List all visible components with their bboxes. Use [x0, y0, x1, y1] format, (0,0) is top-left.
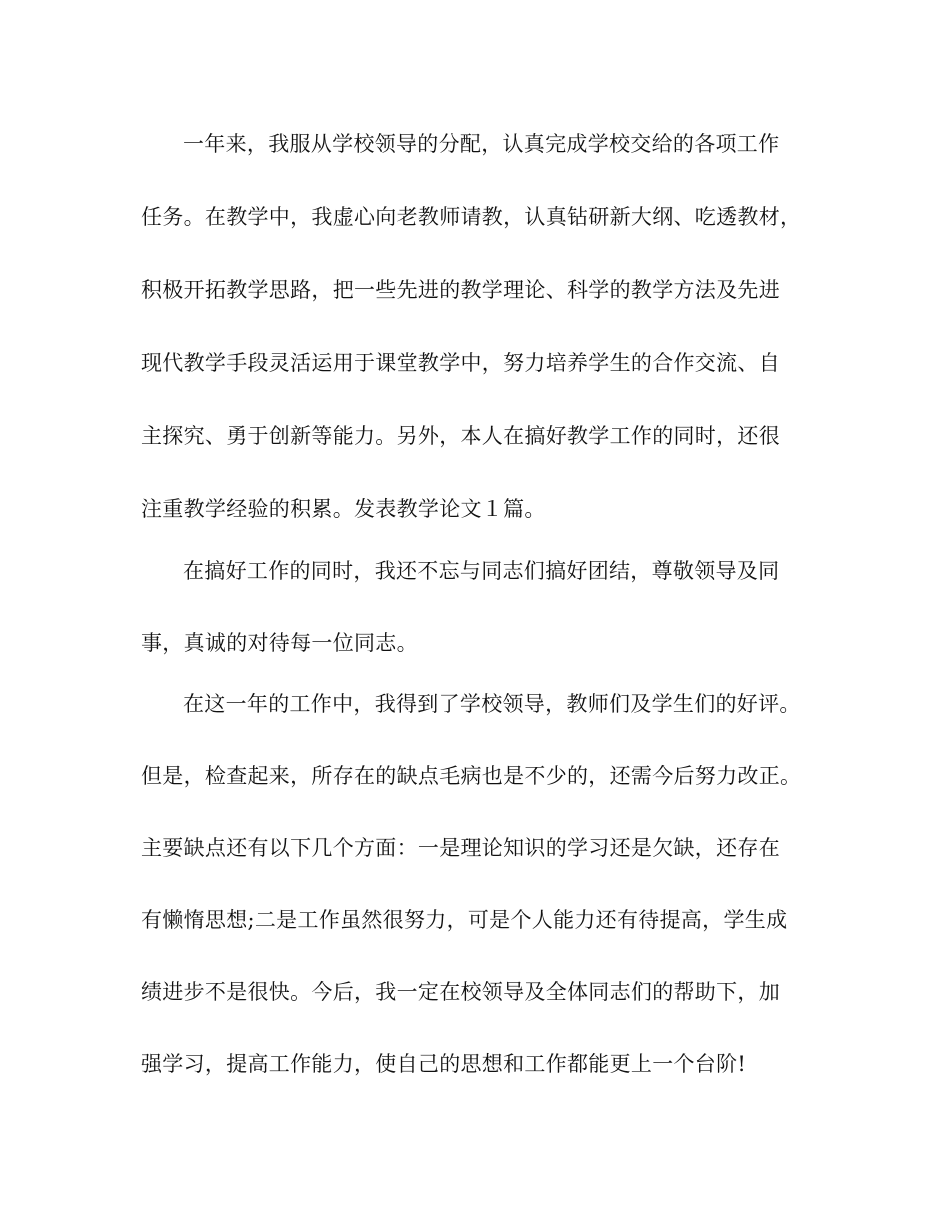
- paragraph-line: 但是，检查起来，所存在的缺点毛病也是不少的，还需今后努力改正。: [141, 764, 802, 788]
- paragraph-line: 强学习，提高工作能力，使自己的思想和工作都能更上一个台阶!: [141, 1052, 747, 1076]
- paragraph-line: 积极开拓教学思路，把一些先进的教学理论、科学的教学方法及先进: [141, 278, 780, 302]
- paragraph-line: 任务。在教学中，我虚心向老教师请教，认真钻研新大纲、吃透教材，: [141, 205, 802, 229]
- paragraph-line: 一年来，我服从学校领导的分配，认真完成学校交给的各项工作: [183, 132, 780, 156]
- paragraph-line: 现代教学手段灵活运用于课堂教学中，努力培养学生的合作交流、自: [141, 351, 780, 375]
- paragraph-line: 主要缺点还有以下几个方面：一是理论知识的学习还是欠缺，还存在: [141, 836, 780, 860]
- paragraph-line: 注重教学经验的积累。发表教学论文１篇。: [141, 497, 546, 521]
- paragraph-line: 绩进步不是很快。今后，我一定在校领导及全体同志们的帮助下，加: [141, 980, 780, 1004]
- paragraph-line: 在搞好工作的同时，我还不忘与同志们搞好团结，尊敬领导及同: [183, 559, 780, 583]
- paragraph-line: 主探究、勇于创新等能力。另外，本人在搞好教学工作的同时，还很: [141, 424, 780, 448]
- paragraph-line: 事，真诚的对待每一位同志。: [141, 631, 418, 655]
- paragraph-line: 在这一年的工作中，我得到了学校领导，教师们及学生们的好评。: [183, 692, 801, 716]
- paragraph-line: 有懒惰思想;二是工作虽然很努力，可是个人能力还有待提高，学生成: [141, 908, 788, 932]
